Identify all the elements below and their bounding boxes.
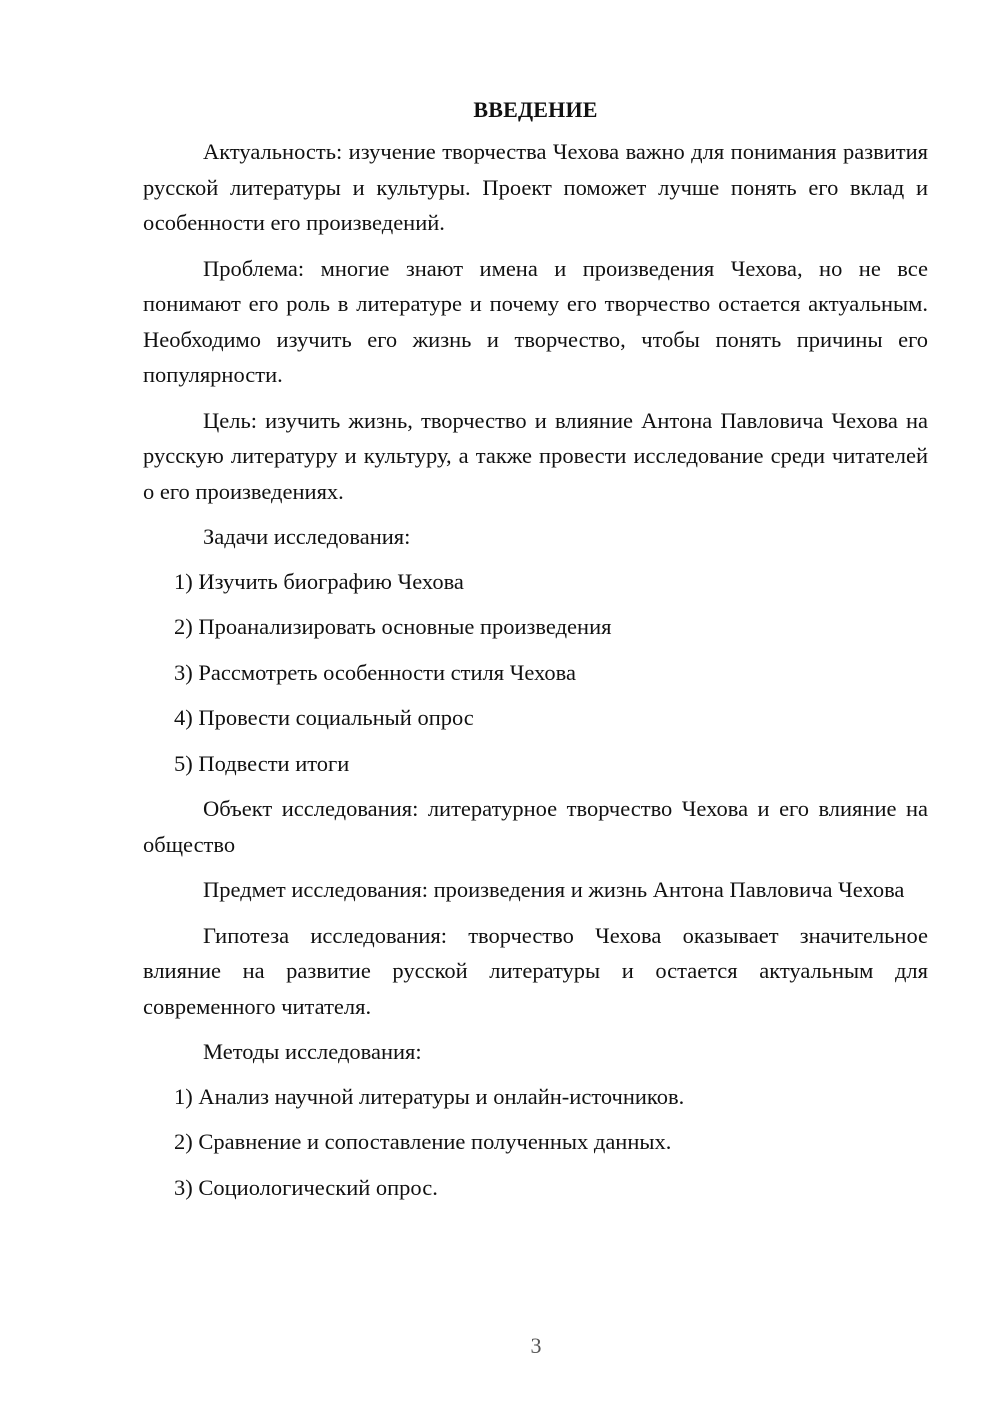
list-item: 2) Сравнение и сопоставление полученных данных. [174,1129,672,1154]
page-number: 3 [530,1333,542,1358]
list-item: 2) Проанализировать основные произведения [174,614,612,639]
paragraph-object: Объект исследования: литературное творчество Чехова и его влияние на общество [143,796,928,857]
list-item: 1) Изучить биографию Чехова [174,568,464,594]
document-title: ВВЕДЕНИЕ [473,97,598,122]
paragraph-subject: Предмет исследования: произведения и жизнь Антона Павловича Чехова [203,877,905,902]
paragraph-goal: Цель: изучить жизнь, творчество и влияние Антона Павловича Чехова на русскую литературу и культуру, а также провести исследование среди читателей о его произведениях. [143,407,928,504]
tasks-list [143,564,928,782]
list-item: 3) Социологический опрос. [174,1174,438,1200]
document-body [143,92,928,1215]
list-item: 1) Анализ научной литературы и онлайн-источников. [174,1083,685,1109]
list-item: 4) Провести социальный опрос [174,705,474,730]
paragraph-problem: Проблема: многие знают имена и произведения Чехова, но не все понимают его роль в литературе и почему его творчество остается актуальным. Необходимо изучить его жизнь и творчество, чтобы понять причины его популярности. [143,255,928,387]
paragraph-relevance: Актуальность: изучение творчества Чехова важно для понимания развития русской литературы и культуры. Проект поможет лучше понять его вклад и особенности его произведений. [143,139,928,235]
list-item: 3) Рассмотреть особенности стиля Чехова [174,659,576,685]
tasks-heading: Задачи исследования: [203,524,411,549]
methods-list [143,1079,928,1206]
paragraph-hypothesis: Гипотеза исследования: творчество Чехова оказывает значительное влияние на развитие русской литературы и остается актуальным для современного читателя. [143,922,928,1019]
list-item: 5) Подвести итоги [174,750,350,776]
methods-heading: Методы исследования: [203,1039,422,1064]
